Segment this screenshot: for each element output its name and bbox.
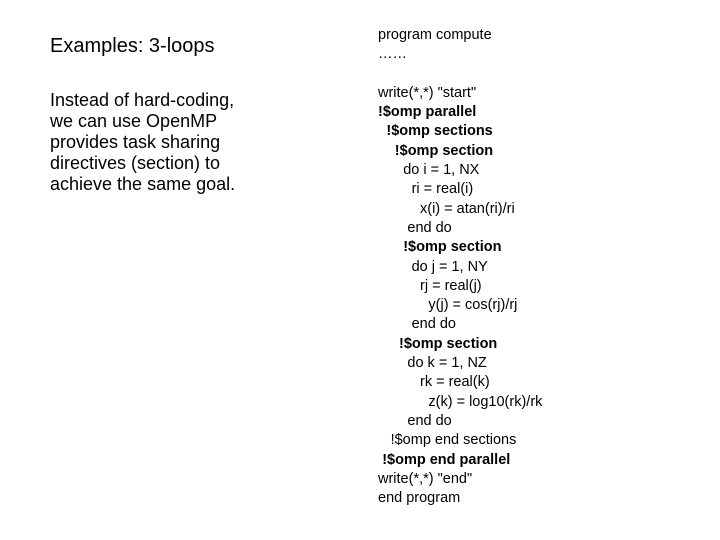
- description-text: [50, 90, 310, 195]
- code-line: !$omp section: [399, 335, 498, 352]
- code-line: !$omp end parallel: [382, 451, 511, 468]
- code-line: rk = real(k): [420, 374, 490, 391]
- description-line: provides task sharing: [50, 132, 221, 152]
- code-line: x(i) = atan(ri)/ri: [420, 200, 515, 217]
- description-line: directives (section) to: [50, 153, 221, 173]
- code-line: rj = real(j): [420, 277, 482, 294]
- slide-title: Examples: 3-loops: [50, 35, 215, 57]
- code-line: end do: [407, 219, 452, 236]
- code-line: !$omp parallel: [378, 104, 477, 121]
- code-line: z(k) = log10(rk)/rk: [428, 393, 543, 410]
- code-line: end do: [407, 412, 452, 429]
- code-line: end do: [411, 316, 456, 333]
- description-line: we can use OpenMP: [50, 111, 218, 131]
- code-line: do k = 1, NZ: [407, 355, 487, 372]
- code-line: [378, 65, 708, 84]
- code-line: ri = real(i): [411, 181, 474, 198]
- code-line: program compute: [378, 27, 492, 43]
- description-line: achieve the same goal.: [50, 174, 236, 194]
- code-line: !$omp section: [394, 142, 494, 159]
- code-line: !$omp section: [403, 239, 502, 256]
- code-line: do i = 1, NX: [403, 162, 480, 179]
- code-line: !$omp end sections: [390, 432, 517, 449]
- code-listing: [378, 26, 708, 508]
- code-line: write(*,*) "start": [378, 84, 477, 101]
- code-line: end program: [378, 490, 461, 507]
- code-line: do j = 1, NY: [411, 258, 488, 275]
- code-line: write(*,*) "end": [378, 470, 473, 487]
- code-line: ……: [378, 46, 407, 63]
- description-line: Instead of hard-coding,: [50, 90, 235, 110]
- code-line: y(j) = cos(rj)/rj: [428, 297, 518, 314]
- code-line: !$omp sections: [386, 123, 493, 140]
